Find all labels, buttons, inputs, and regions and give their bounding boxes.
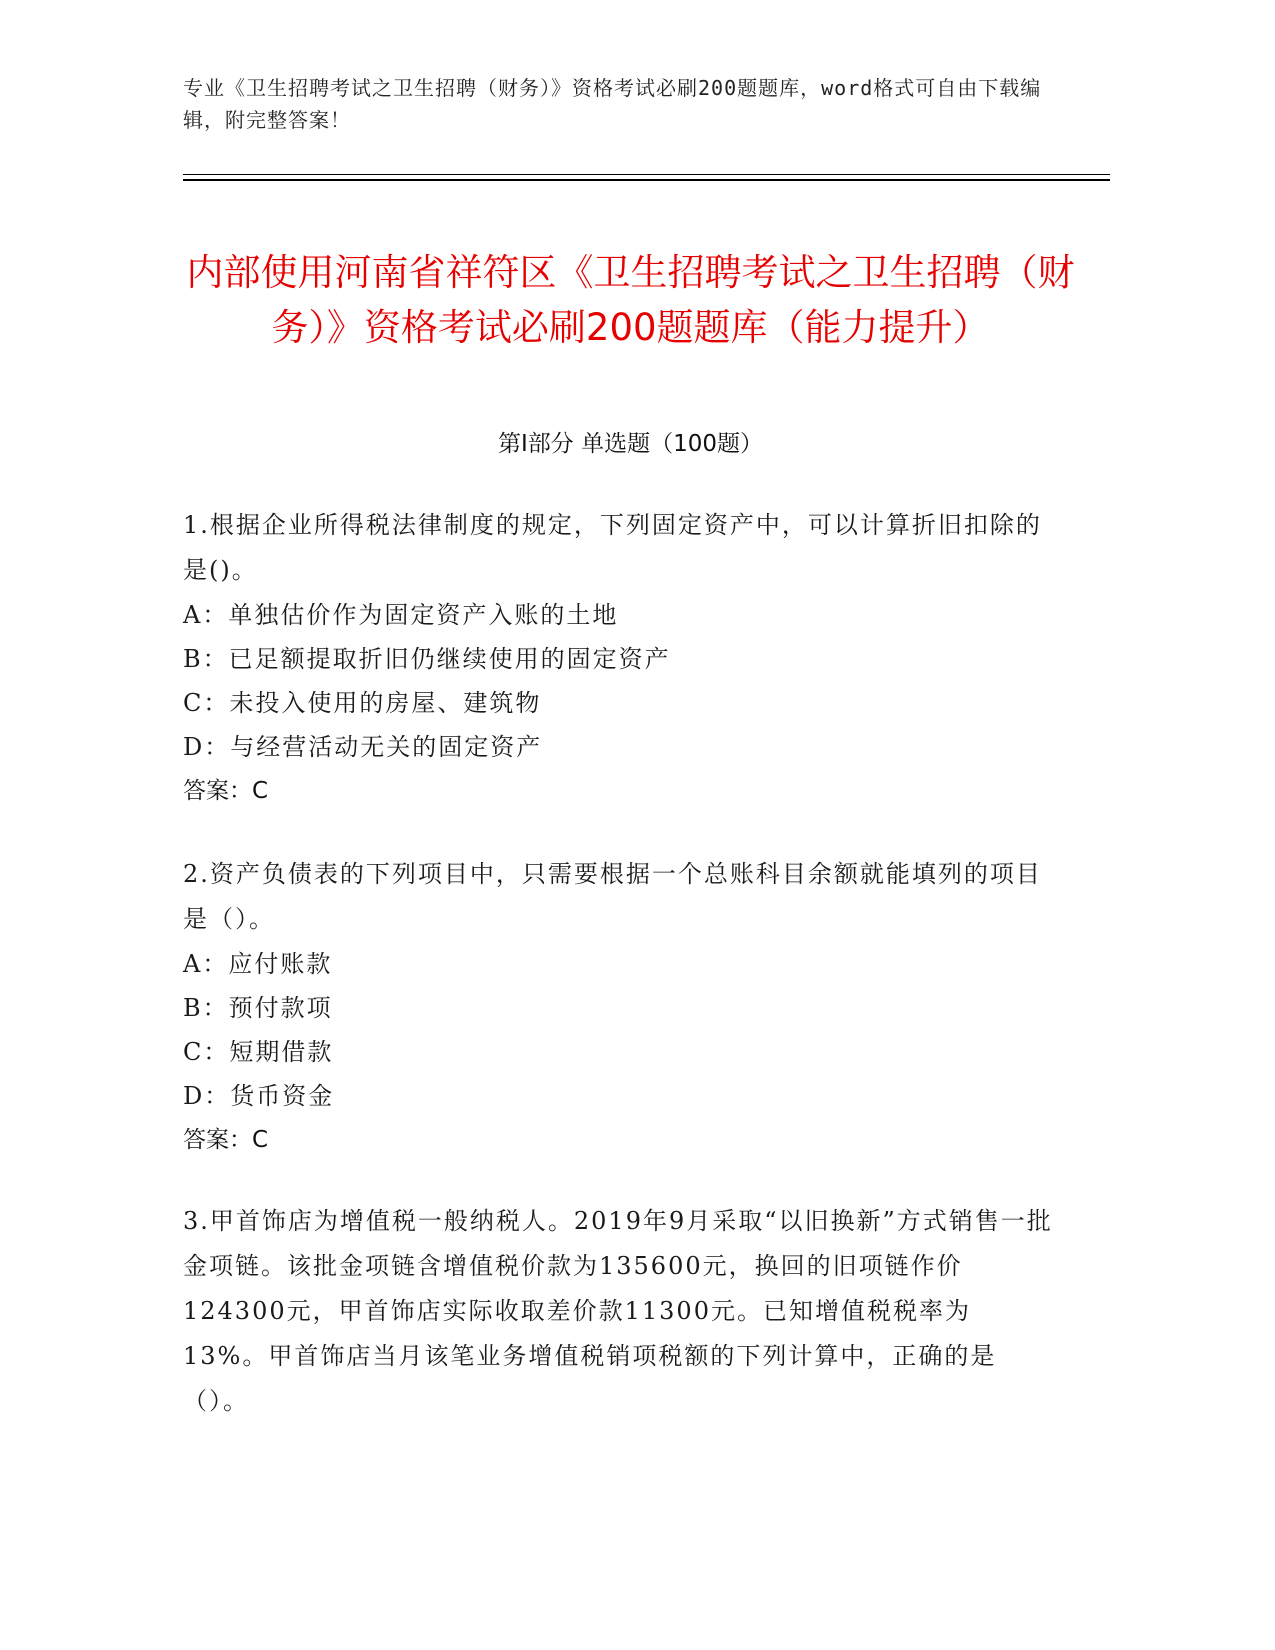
question-2: [183, 852, 1053, 1162]
question-3: [183, 1199, 1053, 1424]
header-note: 专业《卫生招聘考试之卫生招聘（财务）》资格考试必刷200题题库，word格式可自由下载编辑，附完整答案！: [183, 76, 1042, 132]
option-c: C：未投入使用的房屋、建筑物: [183, 689, 542, 717]
option-b: B：预付款项: [183, 994, 333, 1022]
question-text: 1.根据企业所得税法律制度的规定，下列固定资产中，可以计算折旧扣除的是()。: [183, 511, 1042, 584]
header-divider-thin: [183, 174, 1110, 175]
answer: 答案：C: [183, 1127, 269, 1153]
option-d: D：与经营活动无关的固定资产: [183, 733, 543, 761]
question-text: 2.资产负债表的下列项目中，只需要根据一个总账科目余额就能填列的项目是（）。: [183, 860, 1042, 933]
option-a: A：应付账款: [183, 950, 333, 978]
option-d: D：货币资金: [183, 1082, 335, 1110]
option-b: B：已足额提取折旧仍继续使用的固定资产: [183, 645, 671, 673]
question-1: [183, 503, 1053, 813]
document-title: 内部使用河南省祥符区《卫生招聘考试之卫生招聘（财务）》资格考试必刷200题题库（能力提升）: [186, 250, 1075, 349]
option-a: A：单独估价作为固定资产入账的土地: [183, 601, 619, 629]
section-title: 第I部分 单选题（100题）: [498, 431, 763, 457]
option-c: C：短期借款: [183, 1038, 334, 1066]
question-text: 3.甲首饰店为增值税一般纳税人。2019年9月采取“以旧换新”方式销售一批金项链。该批金项链含增值税价款为135600元，换回的旧项链作价124300元，甲首饰店实际收取差价款11300元。已知增值税税率为13%。甲首饰店当月该笔业务增值税销项税额的下列计算中，正确的是（）。: [183, 1207, 1053, 1415]
header-divider-thick: [183, 179, 1110, 181]
answer: 答案：C: [183, 778, 269, 804]
